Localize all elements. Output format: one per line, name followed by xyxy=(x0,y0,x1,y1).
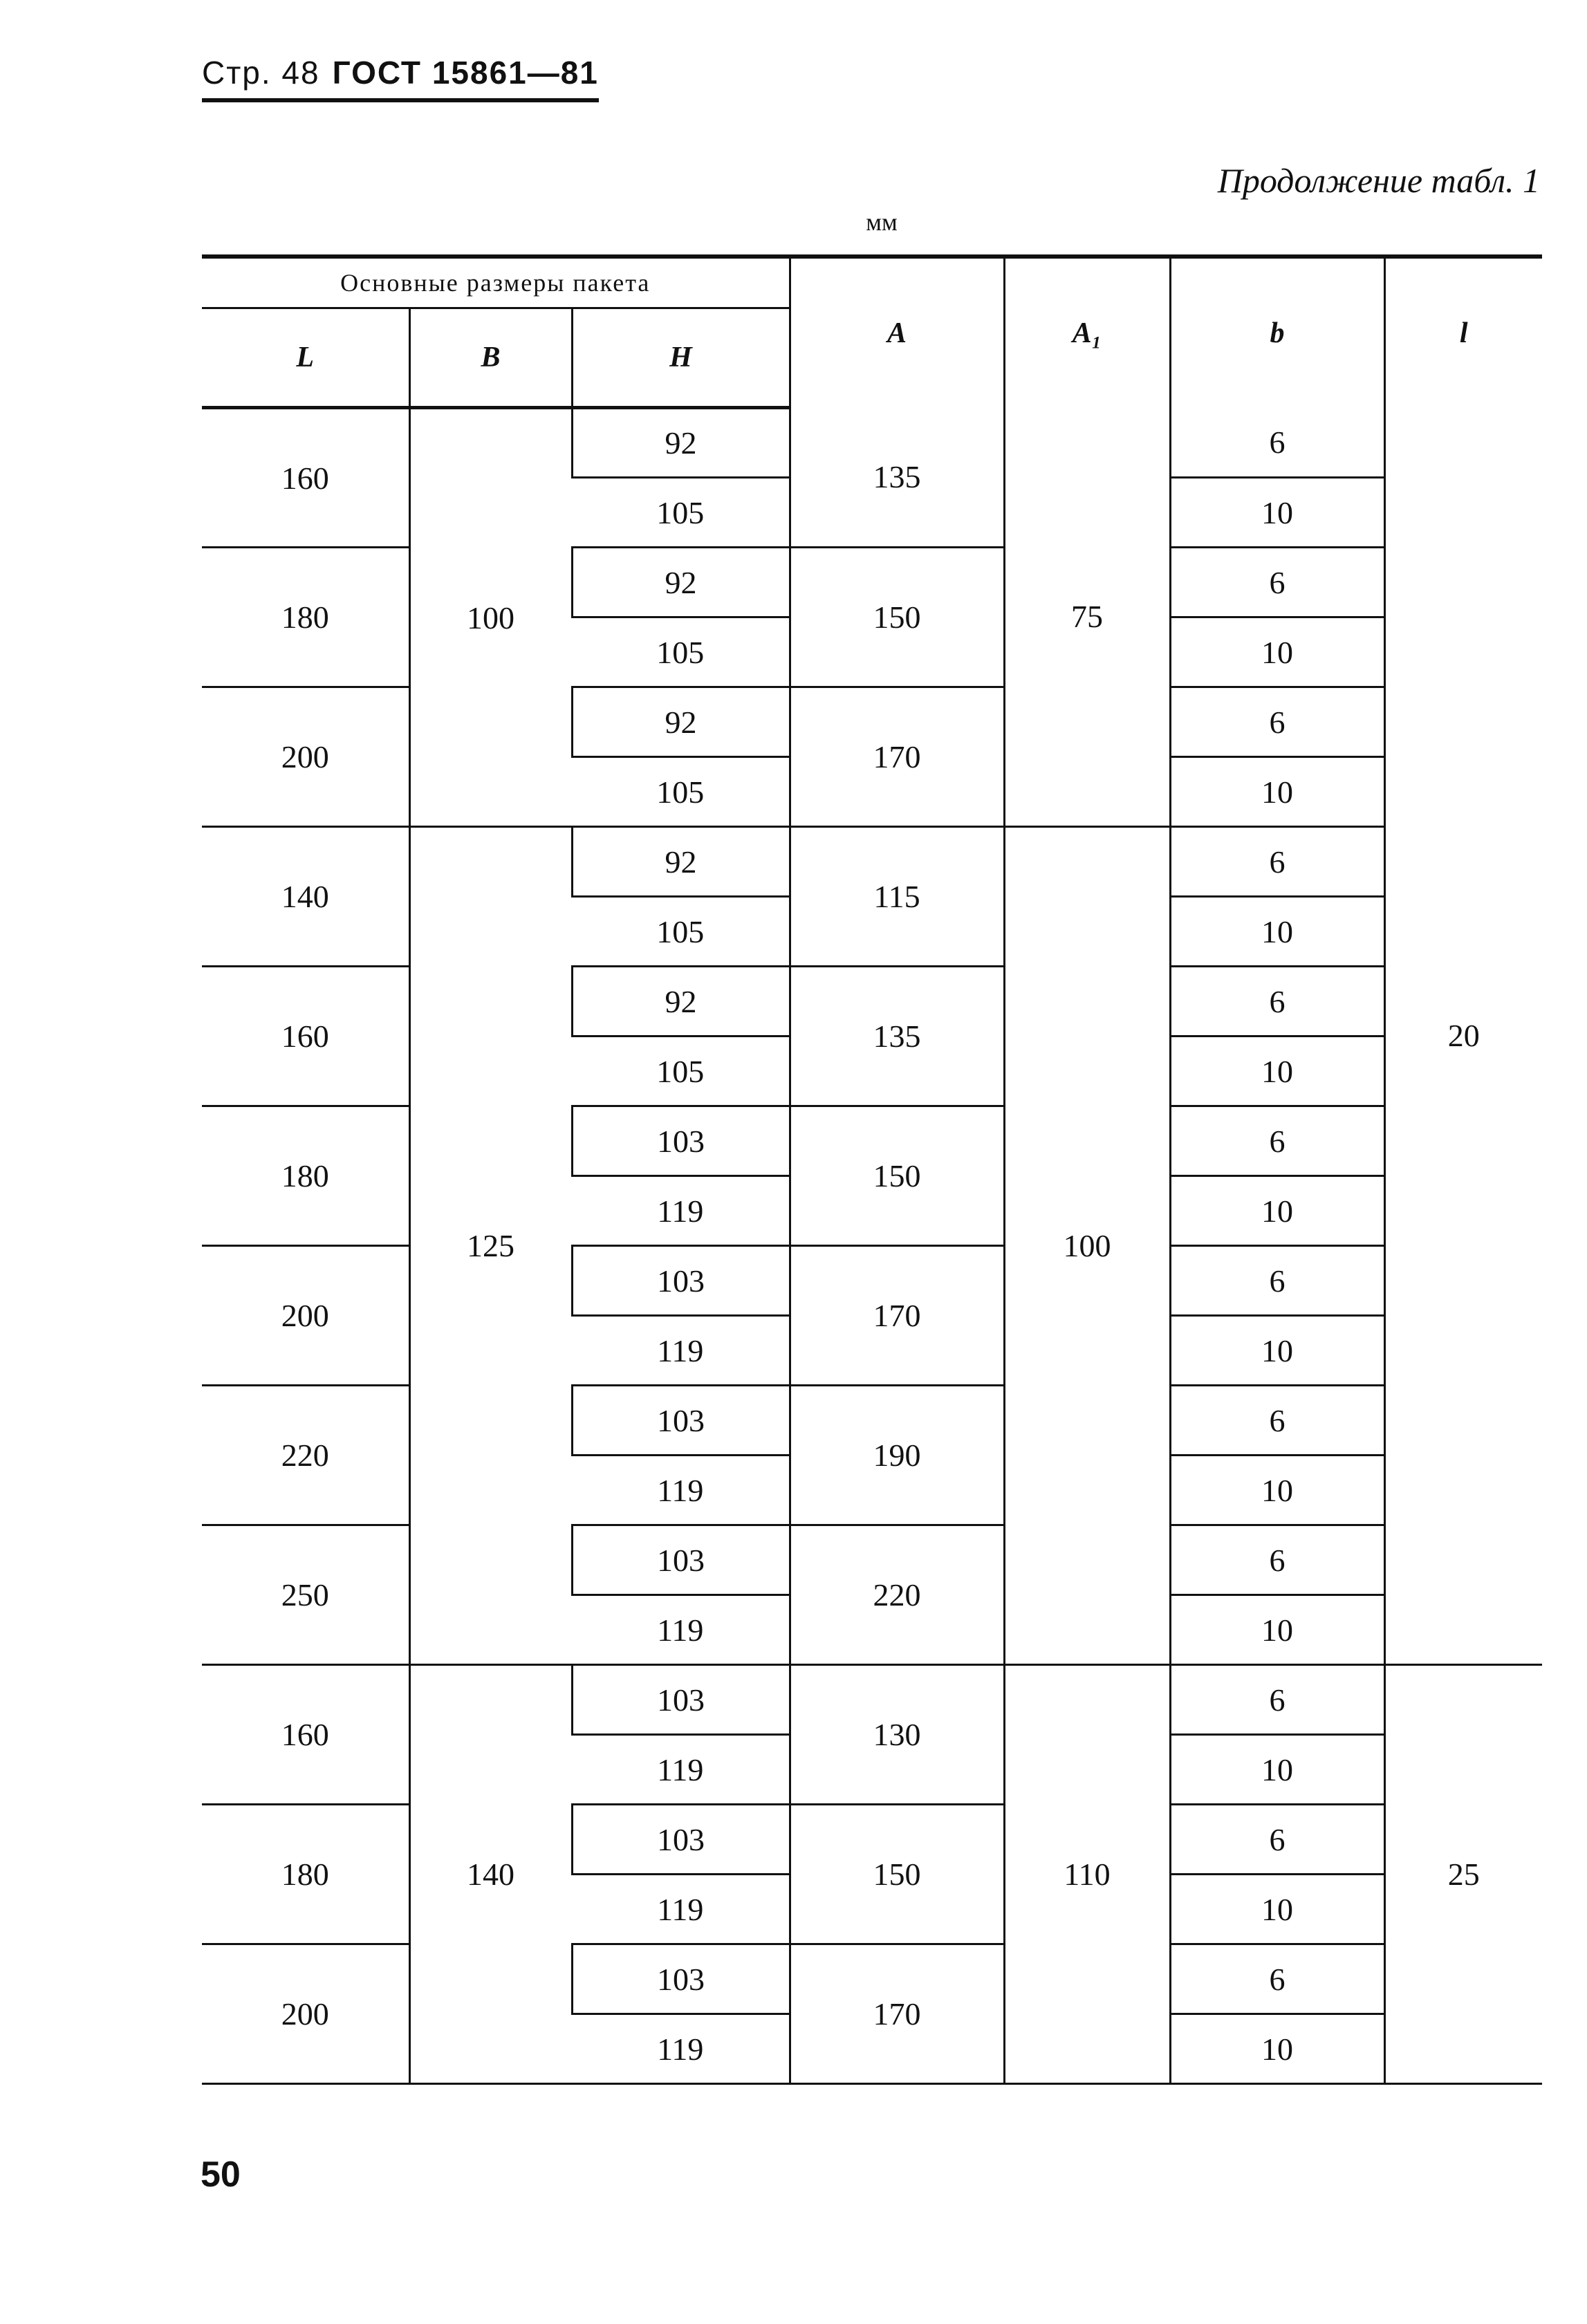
cell-b xyxy=(1170,1036,1384,1106)
cell-L xyxy=(202,1386,409,1525)
cell-A xyxy=(790,408,1004,548)
cell-H-value: 119 xyxy=(657,1751,704,1787)
cell-H-value: 103 xyxy=(657,1682,705,1718)
cell-b-value: 6 xyxy=(1269,424,1286,460)
page-header xyxy=(202,54,599,102)
cell-A xyxy=(790,1246,1004,1386)
cell-A xyxy=(790,687,1004,827)
cell-b-value: 6 xyxy=(1269,1402,1286,1438)
cell-H xyxy=(572,1525,790,1595)
cell-H-value: 103 xyxy=(657,1542,705,1578)
cell-H-value: 119 xyxy=(657,1472,704,1508)
table-body xyxy=(202,408,1542,2084)
cell-A1-value: 75 xyxy=(1071,599,1104,635)
cell-b xyxy=(1170,1944,1384,2014)
cell-b xyxy=(1170,478,1384,548)
cell-H-value: 92 xyxy=(665,844,697,880)
cell-L-value: 180 xyxy=(281,1158,329,1193)
cell-H-value: 105 xyxy=(656,634,705,670)
cell-b xyxy=(1170,1176,1384,1246)
cell-A-value: 135 xyxy=(873,459,921,495)
cell-B xyxy=(409,408,572,827)
cell-b-value: 6 xyxy=(1269,1123,1286,1159)
cell-L xyxy=(202,1805,409,1944)
cell-L xyxy=(202,1106,409,1246)
cell-H xyxy=(572,1316,790,1386)
cell-b xyxy=(1170,1246,1384,1316)
column-header-H: H xyxy=(572,308,790,408)
cell-b xyxy=(1170,408,1384,478)
cell-b-value: 6 xyxy=(1269,1542,1286,1578)
cell-H-value: 105 xyxy=(656,494,705,530)
cell-b-value: 10 xyxy=(1261,774,1294,810)
cell-L xyxy=(202,1246,409,1386)
cell-A xyxy=(790,548,1004,687)
cell-H xyxy=(572,1386,790,1456)
cell-H-value: 92 xyxy=(665,425,697,461)
cell-L-value: 160 xyxy=(281,460,329,496)
cell-H xyxy=(572,687,790,757)
cell-A-value: 115 xyxy=(873,879,920,914)
cell-A1 xyxy=(1004,408,1170,827)
cell-A-value: 190 xyxy=(873,1438,921,1473)
cell-L xyxy=(202,687,409,827)
cell-L xyxy=(202,967,409,1106)
cell-b xyxy=(1170,967,1384,1036)
table-row xyxy=(202,1386,1542,1456)
cell-b-value: 10 xyxy=(1261,634,1294,670)
cell-b-value: 6 xyxy=(1269,844,1286,880)
cell-b xyxy=(1170,897,1384,967)
cell-L-value: 200 xyxy=(281,739,329,774)
standard-number: ГОСТ 15861—81 xyxy=(332,55,599,91)
cell-H-value: 105 xyxy=(656,1053,705,1089)
cell-b xyxy=(1170,1735,1384,1805)
cell-H xyxy=(572,1595,790,1665)
cell-L xyxy=(202,1525,409,1665)
cell-A xyxy=(790,1525,1004,1665)
cell-A-value: 150 xyxy=(873,1158,921,1193)
cell-L-value: 220 xyxy=(281,1438,329,1473)
table-row xyxy=(202,1805,1542,1875)
column-header-A1: A₁ xyxy=(1004,257,1170,408)
cell-b xyxy=(1170,1386,1384,1456)
cell-A-value: 150 xyxy=(873,599,921,635)
cell-l-value: 25 xyxy=(1447,1857,1480,1892)
cell-b xyxy=(1170,2014,1384,2084)
table-row xyxy=(202,548,1542,617)
cell-H xyxy=(572,548,790,617)
cell-b xyxy=(1170,1805,1384,1875)
cell-b-value: 6 xyxy=(1269,983,1286,1019)
table-row xyxy=(202,1106,1542,1176)
cell-H-value: 92 xyxy=(665,704,697,740)
cell-H-value: 119 xyxy=(657,2031,704,2067)
table-row xyxy=(202,408,1542,478)
cell-H-value: 119 xyxy=(657,1891,704,1927)
cell-H-value: 119 xyxy=(657,1612,704,1648)
cell-b-value: 6 xyxy=(1269,1263,1286,1299)
cell-H-value: 103 xyxy=(657,1263,705,1299)
cell-L-value: 160 xyxy=(281,1019,329,1054)
cell-L-value: 180 xyxy=(281,1857,329,1892)
cell-H-value: 105 xyxy=(656,913,705,949)
cell-L xyxy=(202,548,409,687)
table-row xyxy=(202,687,1542,757)
cell-H xyxy=(572,1176,790,1246)
cell-b-value: 10 xyxy=(1261,1053,1294,1089)
cell-A xyxy=(790,1106,1004,1246)
table-row xyxy=(202,1944,1542,2014)
cell-b-value: 6 xyxy=(1269,704,1286,740)
cell-b-value: 10 xyxy=(1261,1472,1294,1508)
cell-b xyxy=(1170,548,1384,617)
cell-H-value: 119 xyxy=(657,1332,704,1368)
cell-b-value: 6 xyxy=(1269,1821,1286,1857)
column-header-L: L xyxy=(202,308,409,408)
cell-l-value: 20 xyxy=(1447,1018,1480,1054)
cell-H xyxy=(572,1106,790,1176)
cell-A-value: 130 xyxy=(873,1717,921,1752)
column-header-B: B xyxy=(409,308,572,408)
cell-B-value: 100 xyxy=(467,599,514,635)
cell-b-value: 10 xyxy=(1261,494,1294,530)
cell-H xyxy=(572,757,790,827)
cell-L xyxy=(202,408,409,548)
cell-H-value: 103 xyxy=(657,1402,705,1438)
cell-H xyxy=(572,827,790,897)
cell-B-value: 140 xyxy=(467,1857,514,1892)
cell-H-value: 119 xyxy=(657,1193,704,1229)
page-number: 50 xyxy=(201,2155,241,2195)
column-header-b: b xyxy=(1170,257,1384,408)
table-row xyxy=(202,827,1542,897)
cell-b-value: 6 xyxy=(1269,1682,1286,1718)
cell-b xyxy=(1170,1875,1384,1944)
cell-L-value: 200 xyxy=(281,1298,329,1333)
cell-H-value: 92 xyxy=(665,564,697,600)
cell-A-value: 135 xyxy=(873,1019,921,1054)
cell-b-value: 10 xyxy=(1261,1193,1294,1229)
column-header-l: l xyxy=(1384,257,1542,408)
cell-b-value: 10 xyxy=(1261,1891,1294,1927)
cell-H-value: 103 xyxy=(657,1821,705,1857)
cell-b xyxy=(1170,617,1384,687)
cell-A-value: 170 xyxy=(873,1298,921,1333)
cell-A-value: 170 xyxy=(873,1996,921,2032)
cell-b-value: 10 xyxy=(1261,2031,1294,2067)
cell-b xyxy=(1170,757,1384,827)
cell-b-value: 10 xyxy=(1261,1751,1294,1787)
cell-L-value: 160 xyxy=(281,1717,329,1752)
cell-A1-value: 110 xyxy=(1064,1857,1111,1892)
cell-H xyxy=(572,1036,790,1106)
cell-H xyxy=(572,897,790,967)
table-row xyxy=(202,967,1542,1036)
cell-L-value: 140 xyxy=(281,879,329,914)
cell-H xyxy=(572,1735,790,1805)
page-label: Стр. 48 xyxy=(202,55,320,91)
cell-b-value: 10 xyxy=(1261,1332,1294,1368)
cell-B xyxy=(409,1665,572,2084)
cell-L xyxy=(202,1944,409,2084)
cell-A xyxy=(790,827,1004,967)
cell-b-value: 6 xyxy=(1269,564,1286,600)
cell-H xyxy=(572,2014,790,2084)
cell-H xyxy=(572,1456,790,1525)
cell-A-value: 170 xyxy=(873,739,921,774)
cell-A xyxy=(790,967,1004,1106)
cell-A xyxy=(790,1805,1004,1944)
cell-H xyxy=(572,617,790,687)
cell-H xyxy=(572,1246,790,1316)
cell-H-value: 92 xyxy=(665,983,697,1019)
cell-B xyxy=(409,827,572,1665)
cell-L xyxy=(202,827,409,967)
cell-H xyxy=(572,478,790,548)
cell-b-value: 10 xyxy=(1261,1612,1294,1648)
cell-B-value: 125 xyxy=(467,1228,514,1263)
cell-H-value: 105 xyxy=(656,774,705,810)
cell-A xyxy=(790,1665,1004,1805)
cell-b xyxy=(1170,1456,1384,1525)
cell-H xyxy=(572,1805,790,1875)
table-row xyxy=(202,1665,1542,1735)
cell-A-value: 220 xyxy=(873,1577,921,1612)
cell-b-value: 6 xyxy=(1269,1961,1286,1997)
cell-A1-value: 100 xyxy=(1063,1228,1111,1263)
cell-H xyxy=(572,1665,790,1735)
cell-l xyxy=(1384,1665,1542,2084)
cell-L xyxy=(202,1665,409,1805)
cell-H xyxy=(572,967,790,1036)
cell-A xyxy=(790,1386,1004,1525)
cell-l xyxy=(1384,408,1542,1665)
cell-b-value: 10 xyxy=(1261,913,1294,949)
units-label: мм xyxy=(866,208,898,236)
cell-b xyxy=(1170,827,1384,897)
cell-L-value: 180 xyxy=(281,599,329,635)
cell-A1 xyxy=(1004,827,1170,1665)
dimensions-table xyxy=(202,254,1542,2085)
cell-H xyxy=(572,1875,790,1944)
cell-L-value: 200 xyxy=(281,1996,329,2032)
cell-b xyxy=(1170,1106,1384,1176)
cell-A1 xyxy=(1004,1665,1170,2084)
cell-A xyxy=(790,1944,1004,2084)
package-dimensions-group-header: Основные размеры пакета xyxy=(202,257,790,308)
table-row xyxy=(202,1525,1542,1595)
table-row xyxy=(202,1246,1542,1316)
cell-b xyxy=(1170,1316,1384,1386)
cell-b xyxy=(1170,1595,1384,1665)
cell-b xyxy=(1170,687,1384,757)
table-continuation-caption: Продолжение табл. 1 xyxy=(1217,161,1540,200)
column-header-A: A xyxy=(790,257,1004,408)
cell-H-value: 103 xyxy=(657,1961,705,1997)
cell-A-value: 150 xyxy=(873,1857,921,1892)
cell-b xyxy=(1170,1665,1384,1735)
cell-L-value: 250 xyxy=(281,1577,329,1612)
cell-H xyxy=(572,1944,790,2014)
cell-H-value: 103 xyxy=(657,1123,705,1159)
cell-H xyxy=(572,408,790,478)
cell-b xyxy=(1170,1525,1384,1595)
